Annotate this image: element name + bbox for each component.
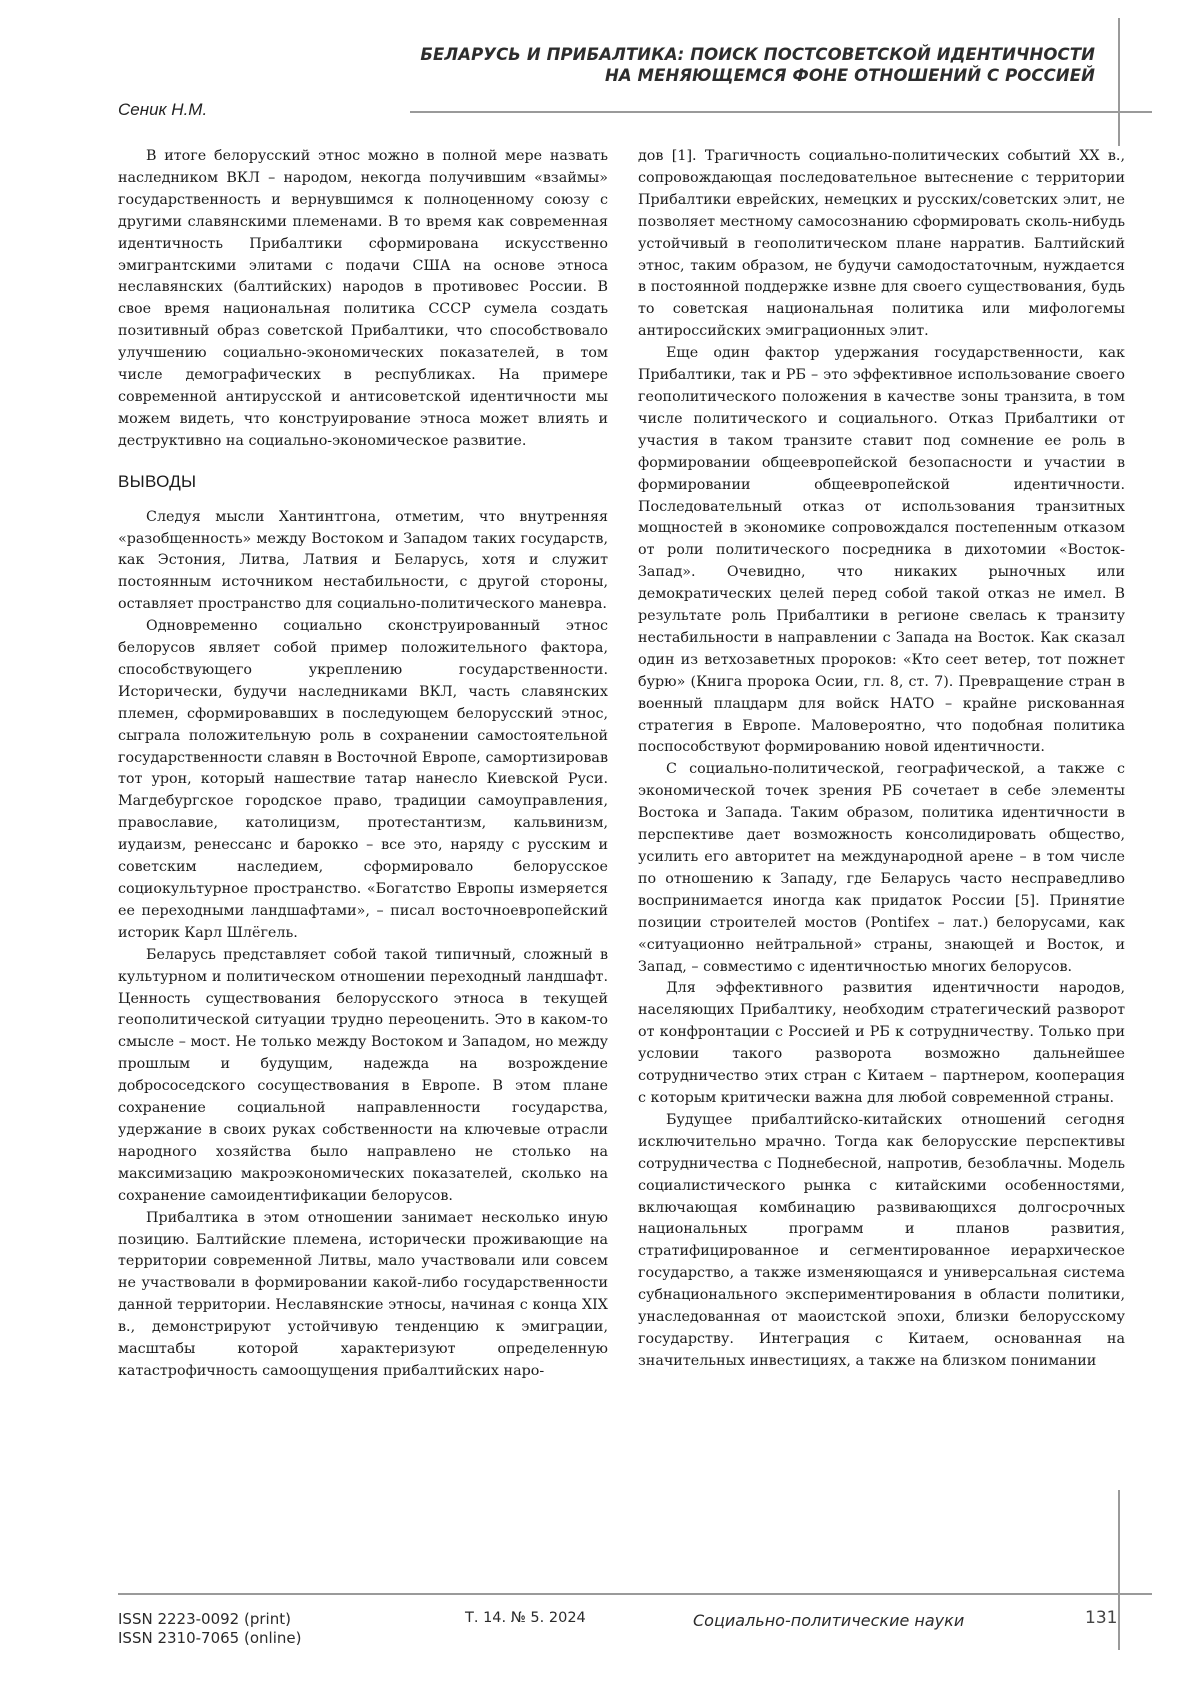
journal-title: Социально-политические науки <box>693 1611 965 1630</box>
header-rule <box>410 111 1152 113</box>
issn-print: ISSN 2223-0092 (print) <box>118 1610 291 1628</box>
section-heading-conclusions: ВЫВОДЫ <box>118 471 197 491</box>
header-title-line-2: НА МЕНЯЮЩЕМСЯ ФОНЕ ОТНОШЕНИЙ С РОССИЕЙ <box>604 66 1095 85</box>
issn-online: ISSN 2310-7065 (online) <box>118 1629 302 1647</box>
footer-vertical-rule <box>1118 1490 1120 1650</box>
right-paragraph-4: Для эффективного развития идентичности народов, населяющих Прибалтику, необходим стратегический разворот от конфронтации с Россией и РБ к сотрудничеству. Только при условии такого разворота возможно дальнейшее сотрудничество этих стран с Китаем – партнером, кооперация с которым критически важна для любой современной страны. <box>638 980 1125 1106</box>
footer-rule <box>118 1593 1152 1595</box>
right-column <box>638 146 1125 1373</box>
left-paragraph-4: Беларусь представляет собой такой типичный, сложный в культурном и политическом отношении переходный ландшафт. Ценность существования белорусского этноса в текущей геополитической ситуации трудно переоценить. Это в каком-то смысле – мост. Не только между Востоком и Западом, но между прошлым и будущим, надежда на возрождение добрососедского сосуществования в Европе. В этом плане сохранение социальной направленности государства, удержание в своих руках собственности на ключевые отрасли народного хозяйства было направлено не столько на максимизацию макроэкономических показателей, сколько на сохранение самоидентификации белорусов. <box>118 946 608 1204</box>
left-paragraph-5: Прибалтика в этом отношении занимает несколько иную позицию. Балтийские племена, исторически проживающие на территории современной Литвы, мало участвовали или совсем не участвовали в формировании какой-либо государственности данной территории. Неславянские этносы, начиная с конца XIX в., демонстрируют устойчивую тенденцию к эмиграции, масштабы которой характеризуют определенную катастрофичность самоощущения прибалтийских наро- <box>118 1209 608 1379</box>
right-paragraph-3: С социально-политической, географической, а также с экономической точек зрения РБ сочетает в себе элементы Востока и Запада. Таким образом, политика идентичности в перспективе дает возможность консолидировать общество, усилить его авторитет на международной арене – в том числе по отношению к Западу, где Беларусь часто несправедливо воспринимается иногда как придаток России [5]. Принятие позиции строителей мостов (Pontifex – лат.) белорусами, как «ситуационно нейтральной» страны, знающей и Восток, и Запад, – совместимо с идентичностью многих белорусов. <box>638 761 1125 975</box>
right-paragraph-2: Еще один фактор удержания государственности, как Прибалтики, так и РБ – это эффективное использование своего геополитического положения в качестве зоны транзита, в том числе политического и социального. Отказ Прибалтики от участия в таком транзите ставит под сомнение ее роль в формировании общеевропейской безопасности и участии в формировании общеевропейской идентичности. Последовательный отказ от использования транзитных мощностей в экономике сопровождался постепенным отказом от роли политического посредника в дихотомии «Восток-Запад». Очевидно, что никаких рыночных или демократических целей перед собой такой отказ не имел. В результате роль Прибалтики в регионе свелась к транзиту нестабильности в направлении с Запада на Восток. Как сказал один из ветхозаветных пророков: «Кто сеет ветер, тот пожнет бурю» (Книга пророка Осии, гл. 8, ст. 7). Превращение стран в военный плацдарм для войск НАТО – крайне рискованная стратегия в Европе. Маловероятно, что подобная политика поспособствуют формированию новой идентичности. <box>638 345 1125 756</box>
right-paragraph-5: Будущее прибалтийско-китайских отношений сегодня исключительно мрачно. Тогда как белорусские перспективы сотрудничества с Поднебесной, напротив, безоблачны. Модель социалистического рынка с китайскими особенностями, включающая комбинацию развивающихся долгосрочных национальных программ и планов развития, стратифицированное и сегментированное иерархическое государство, а также изменяющаяся и универсальная система субнационального экспериментирования в области политики, унаследованная от маоистской эпохи, близки белорусскому государству. Интеграция с Китаем, основанная на значительных инвестициях, а также на близком понимании <box>638 1111 1125 1369</box>
author-name: Сеник Н.М. <box>118 100 208 119</box>
running-header <box>420 44 1095 86</box>
left-column <box>118 146 608 1383</box>
right-paragraph-1: дов [1]. Трагичность социально-политических событий XX в., сопровождающая последовательное вытеснение с территории Прибалтики еврейских, немецких и русских/советских элит, не позволяет местному самосознанию сформировать сколь-нибудь устойчивый в геополитическом плане нарратив. Балтийский этнос, таким образом, не будучи самодостаточным, нуждается в постоянной поддержке извне для своего существования, будь то советская национальная политика или мифологемы антироссийских эмиграционных элит. <box>638 148 1125 340</box>
left-paragraph-3: Одновременно социально сконструированный этнос белорусов являет собой пример положительного фактора, способствующего укреплению государственности. Исторически, будучи наследниками ВКЛ, часть славянских племен, сформировавших в последующем белорусский этнос, сыграла положительную роль в сохранении самостоятельной государственности славян в Восточной Европе, самортизировав тот урон, который нашествие татар нанесло Киевской Руси. Магдебургское городское право, традиции самоуправления, православие, католицизм, протестантизм, кальвинизм, иудаизм, ренессанс и барокко – все это, наряду с русским и советским наследием, сформировало белорусское социокультурное пространство. «Богатство Европы измеряется ее переходными ландшафтами», – писал восточноевропейский историк Карл Шлёгель. <box>118 618 608 941</box>
left-paragraph-2: Следуя мысли Хантинтгона, отметим, что внутренняя «разобщенность» между Востоком и Западом таких государств, как Эстония, Литва, Латвия и Беларусь, хотя и служит постоянным источником нестабильности, с другой стороны, оставляет пространство для социально-политического маневра. <box>118 508 608 613</box>
header-vertical-rule <box>1118 18 1120 146</box>
left-paragraph-1: В итоге белорусский этнос можно в полной мере назвать наследником ВКЛ – народом, некогда получившим «взаймы» государственность и вернувшимся к полноценному союзу с другими славянскими племенами. В то время как современная идентичность Прибалтики сформирована искусственно эмигрантскими элитами с подачи США на основе этноса неславянских (балтийских) народов в противовес России. В свое время национальная политика СССР сумела создать позитивный образ советской Прибалтики, что способствовало улучшению социально-экономических показателей, в том числе демографических в республиках. На примере современной антирусской и антисоветской идентичности мы можем видеть, что конструирование этноса может влиять и деструктивно на социально-экономическое развитие. <box>118 148 608 449</box>
volume-issue: Т. 14. № 5. 2024 <box>465 1610 586 1626</box>
page-number: 131 <box>1085 1608 1118 1628</box>
issn-block <box>118 1610 301 1648</box>
header-title-line-1: БЕЛАРУСЬ И ПРИБАЛТИКА: ПОИСК ПОСТСОВЕТСКОЙ ИДЕНТИЧНОСТИ <box>420 45 1095 64</box>
